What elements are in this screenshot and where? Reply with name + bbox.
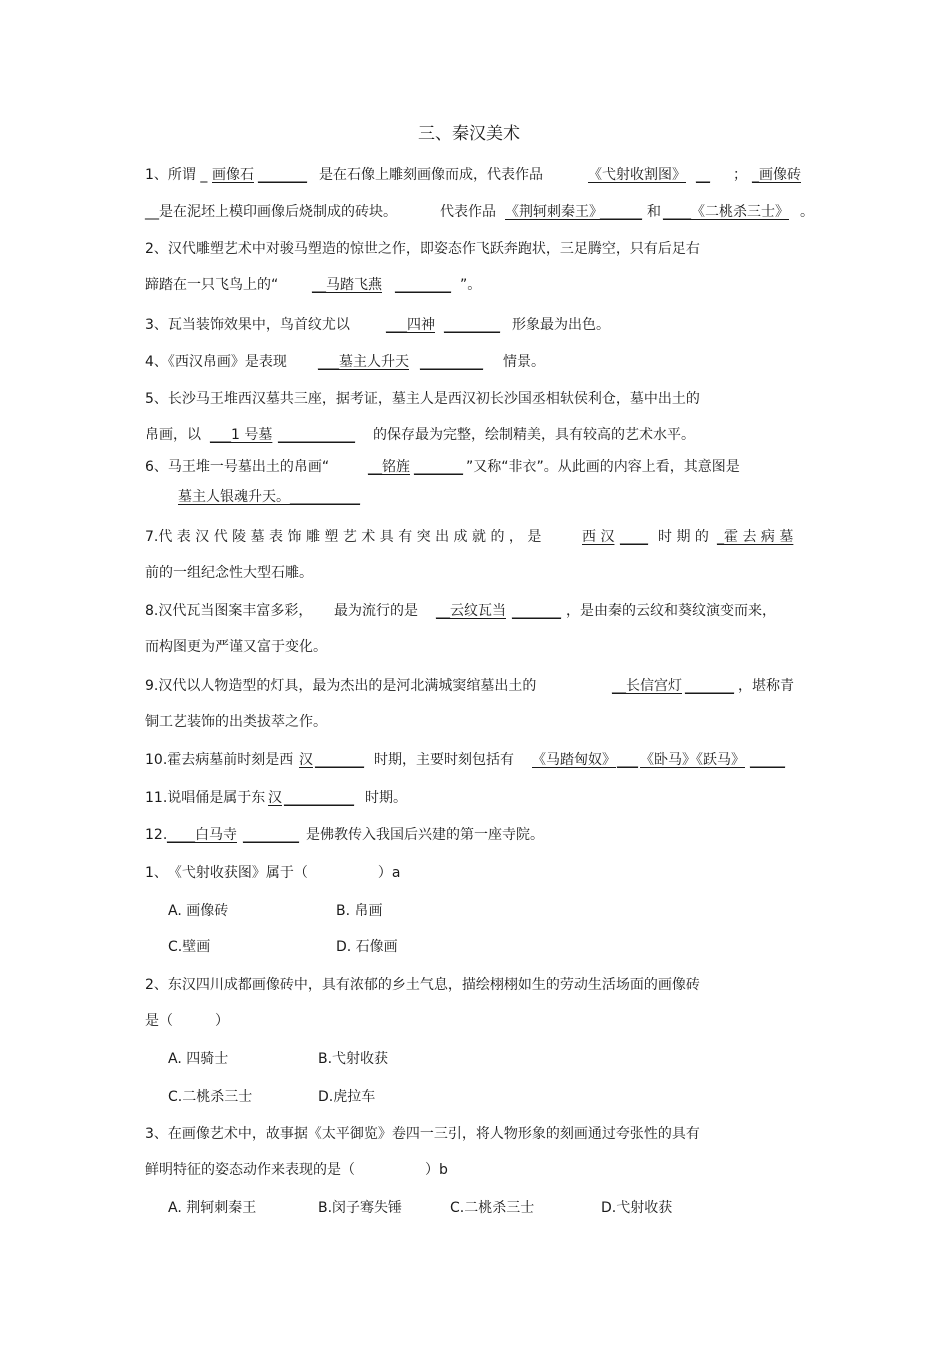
q10-text: 10.霍去病墓前时刻是西 bbox=[145, 752, 294, 768]
q1-text: 和 bbox=[647, 204, 661, 220]
q2-text: ”。 bbox=[460, 277, 482, 293]
q1-blank: __ bbox=[696, 167, 710, 183]
q2-text: 蹄踏在一只飞鸟上的“ bbox=[145, 277, 279, 293]
q5-text: 5、长沙马王堆西汉墓共三座，据考证，墓主人是西汉初长沙国丞相轪侯利仓，墓中出土的 bbox=[145, 391, 700, 407]
q6-text: ”又称“非衣”。从此画的内容上看，其意图是 bbox=[466, 459, 740, 475]
q12-text: 是佛教传入我国后兴建的第一座寺院。 bbox=[306, 827, 544, 843]
q5-answer: ___1 号墓 bbox=[210, 427, 273, 443]
q6-text: 6、马王堆一号墓出土的帛画“ bbox=[145, 459, 330, 475]
q7-answer-1: 西 汉 bbox=[582, 529, 615, 545]
q12-answer: ____白马寺 bbox=[167, 827, 237, 843]
mc3-stem: 3、在画像艺术中，故事据《太平御览》卷四一三引，将人物形象的刻画通过夸张性的具有 bbox=[145, 1126, 700, 1142]
q9-text: 铜工艺装饰的出类拔萃之作。 bbox=[145, 714, 327, 730]
mc3-option-b: B.闵子骞失锤 bbox=[318, 1200, 403, 1216]
q8-text: ，是由秦的云纹和葵纹演变而来， bbox=[566, 603, 776, 619]
q10-answer-3: 《卧马》《跃马》 bbox=[640, 752, 745, 768]
q2-answer: __马踏飞燕 bbox=[312, 277, 382, 293]
q1-answer-4: 《荆轲刺秦王》 bbox=[505, 204, 603, 220]
mc2-option-d: D.虎拉车 bbox=[318, 1089, 376, 1105]
q1-answer-2: 《弋射收割图》 bbox=[588, 167, 686, 183]
q5-blank: ___________ bbox=[278, 427, 355, 443]
mc1-option-a: A. 画像砖 bbox=[168, 903, 229, 919]
q9-text: ，堪称青 bbox=[738, 678, 794, 694]
mc3-option-a: A. 荆轲刺秦王 bbox=[168, 1200, 257, 1216]
q1-blank: _______ bbox=[258, 167, 307, 183]
mc1-option-c: C.壁画 bbox=[168, 939, 211, 955]
q8-text: 最为流行的是 bbox=[334, 603, 418, 619]
q4-text: 4、《西汉帛画》是表现 bbox=[145, 354, 287, 370]
q6-answer-2: 墓主人银魂升天。 bbox=[178, 489, 290, 505]
q3-answer: ___四神 bbox=[386, 317, 435, 333]
q1-text: 1、所谓 _ bbox=[145, 167, 208, 183]
q7-text: 时 期 的 bbox=[658, 529, 709, 545]
mc3-option-c: C.二桃杀三士 bbox=[450, 1200, 535, 1216]
mc2-option-b: B.弋射收获 bbox=[318, 1051, 389, 1067]
q10-answer-2: 《马踏匈奴》 bbox=[532, 752, 616, 768]
q3-blank: ________ bbox=[444, 317, 500, 333]
mc1-option-d: D. 石像画 bbox=[336, 939, 398, 955]
q1-answer-3: _画像砖 bbox=[752, 167, 801, 183]
q8-answer: __云纹瓦当 bbox=[436, 603, 506, 619]
q1-text: __是在泥坯上模印画像后烧制成的砖块。 bbox=[145, 204, 397, 220]
q11-text: 时期。 bbox=[365, 790, 407, 806]
q9-text: 9.汉代以人物造型的灯具，最为杰出的是河北满城窦绾墓出土的 bbox=[145, 678, 537, 694]
q10-blank: _______ bbox=[315, 752, 364, 768]
q1-text: 是在石像上雕刻画像而成，代表作品 bbox=[319, 167, 543, 183]
mc1-stem: 1、 《弋射收获图》属于（ ）a bbox=[145, 865, 401, 881]
q7-text: 7.代 表 汉 代 陵 墓 表 饰 雕 塑 艺 术 具 有 突 出 成 就 的 ， 是 bbox=[145, 529, 542, 545]
q11-text: 11.说唱俑是属于东 bbox=[145, 790, 266, 806]
q8-text: 而构图更为严谨又富于变化。 bbox=[145, 639, 327, 655]
q8-blank: _______ bbox=[512, 603, 561, 619]
q6-blank: _______ bbox=[414, 459, 463, 475]
q1-text: 。 bbox=[800, 204, 814, 220]
q11-blank: __________ bbox=[284, 790, 354, 806]
mc2-stem: 是（ ） bbox=[145, 1013, 229, 1029]
q11-answer: 汉 bbox=[268, 790, 282, 806]
q4-answer: ___墓主人升天 bbox=[318, 354, 409, 370]
q5-text: 的保存最为完整，绘制精美，具有较高的艺术水平。 bbox=[373, 427, 695, 443]
q7-blank: ____ bbox=[620, 529, 648, 545]
q4-blank: _________ bbox=[420, 354, 483, 370]
q5-text: 帛画，以 bbox=[145, 427, 201, 443]
q1-answer-5: ____《二桃杀三士》 bbox=[663, 204, 789, 220]
q7-text: 前的一组纪念性大型石雕。 bbox=[145, 565, 313, 581]
q1-blank: ______ bbox=[600, 204, 642, 220]
q12-text: 12. bbox=[145, 827, 168, 843]
q3-text: 3、瓦当装饰效果中，鸟首纹尤以 bbox=[145, 317, 350, 333]
q1-text: ； bbox=[733, 167, 747, 183]
mc3-stem: 鲜明特征的姿态动作来表现的是（ ）b bbox=[145, 1162, 448, 1178]
q10-blank: ___ bbox=[617, 752, 638, 768]
q1-answer-1: 画像石 bbox=[212, 167, 254, 183]
q3-text: 形象最为出色。 bbox=[512, 317, 610, 333]
mc2-option-c: C.二桃杀三士 bbox=[168, 1089, 253, 1105]
q8-text: 8.汉代瓦当图案丰富多彩， bbox=[145, 603, 313, 619]
mc2-stem: 2、东汉四川成都画像砖中，具有浓郁的乡土气息，描绘栩栩如生的劳动生活场面的画像砖 bbox=[145, 977, 700, 993]
q9-blank: _______ bbox=[685, 678, 734, 694]
q6-blank: __________ bbox=[290, 489, 360, 505]
q12-blank: ________ bbox=[243, 827, 299, 843]
q1-text: 代表作品 bbox=[440, 204, 496, 220]
mc2-option-a: A. 四骑士 bbox=[168, 1051, 229, 1067]
q7-answer-2: _霍 去 病 墓 bbox=[717, 529, 794, 545]
q10-blank: _____ bbox=[750, 752, 785, 768]
page-title: 三、秦汉美术 bbox=[418, 124, 520, 144]
mc3-option-d: D.弋射收获 bbox=[601, 1200, 673, 1216]
q10-answer-1: 汉 bbox=[299, 752, 313, 768]
q9-answer: __长信宫灯 bbox=[612, 678, 682, 694]
q4-text: 情景。 bbox=[503, 354, 545, 370]
q6-answer: __铭旌 bbox=[368, 459, 410, 475]
mc1-option-b: B. 帛画 bbox=[336, 903, 383, 919]
q2-blank: ________ bbox=[395, 277, 451, 293]
q2-text: 2、汉代雕塑艺术中对骏马塑造的惊世之作，即姿态作飞跃奔跑状，三足腾空，只有后足右 bbox=[145, 241, 700, 257]
q10-text: 时期，主要时刻包括有 bbox=[374, 752, 514, 768]
